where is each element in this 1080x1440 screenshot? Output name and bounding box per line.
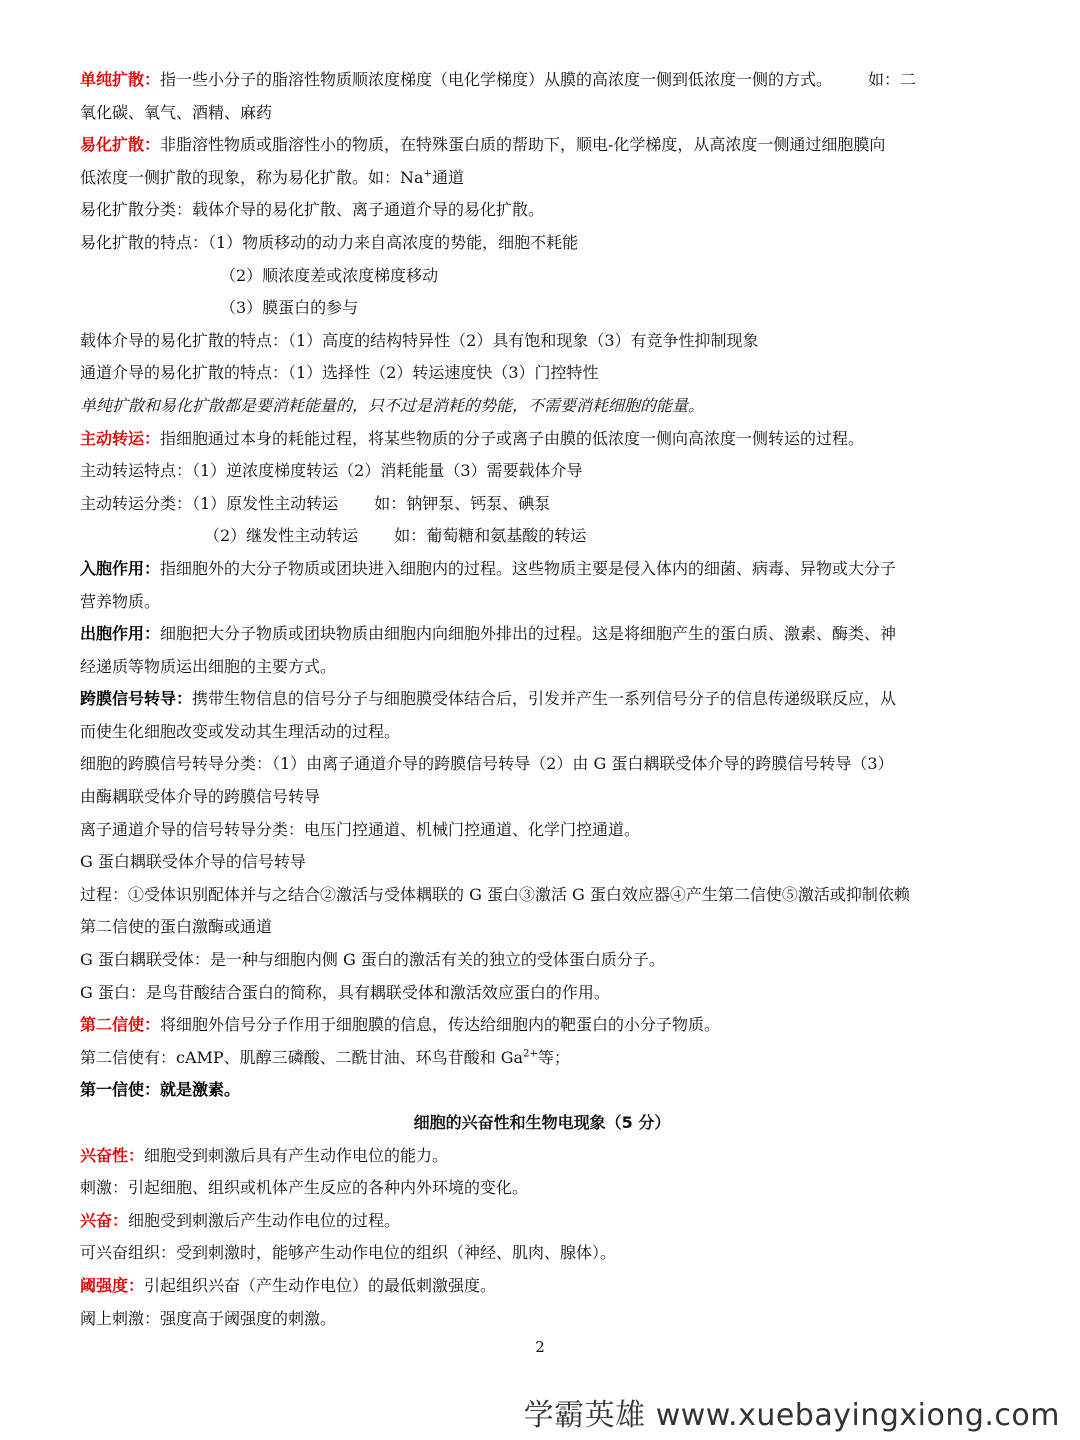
text-line: [80, 1009, 1004, 1042]
line-text: 携带生物信息的信号分子与细胞膜受体结合后，引发并产生一系列信号分子的信息传递级联反应，从: [192, 689, 897, 709]
text-line: 营养物质。: [80, 591, 161, 611]
text-line: [80, 520, 1004, 553]
text-line: 可兴奋组织：受到刺激时，能够产生动作电位的组织（神经、肌肉、腺体）。: [80, 1243, 617, 1263]
text-line: 过程：①受体识别配体并与之结合②激活与受体耦联的 G 蛋白③激活 G 蛋白效应器④产生第二信使⑤激活或抑制依赖: [80, 884, 910, 904]
line-text: 指一些小分子的脂溶性物质顺浓度梯度（电化学梯度）从膜的高浓度一侧到低浓度一侧的方式。: [160, 70, 833, 89]
line-text: 如：二: [868, 70, 917, 89]
text-line: [80, 1042, 1004, 1075]
line-text: 第二信使有：cAMP、肌醇三磷酸、二酰甘油、环鸟苷酸和 Ga: [80, 1047, 524, 1067]
line-text: 指细胞通过本身的耗能过程，将某些物质的分子或离子由膜的低浓度一侧向高浓度一侧转运的过程。: [160, 428, 865, 448]
line-text: 细胞受到刺激后产生动作电位的过程。: [128, 1210, 401, 1230]
text-line: [80, 64, 1004, 97]
term-label: 跨膜信号转导：: [80, 689, 193, 709]
text-line: [80, 1140, 1004, 1173]
line-text: 细胞受到刺激后具有产生动作电位的能力。: [144, 1145, 449, 1165]
line-text: 如：葡萄糖和氨基酸的转运: [394, 526, 587, 546]
text-line: （2）顺浓度差或浓度梯度移动: [220, 265, 439, 285]
line-text: 通道: [431, 167, 464, 187]
text-line: 阈上刺激：强度高于阈强度的刺激。: [80, 1308, 337, 1328]
text-line: （3）膜蛋白的参与: [220, 298, 359, 318]
superscript: +: [423, 168, 432, 180]
text-line: 易化扩散分类：载体介导的易化扩散、离子通道介导的易化扩散。: [80, 200, 545, 220]
term-label: 入胞作用：: [80, 558, 161, 578]
line-text: （2）继发性主动转运: [204, 526, 359, 546]
line-text: 非脂溶性物质或脂溶性小的物质，在特殊蛋白质的帮助下，顺电-化学梯度，从高浓度一侧通过细胞膜向: [160, 135, 886, 155]
text-line: 第一信使：就是激素。: [80, 1080, 241, 1100]
text-line: [80, 683, 1004, 716]
line-text: 引起组织兴奋（产生动作电位）的最低刺激强度。: [144, 1275, 497, 1295]
line-text: 主动转运分类：（1）原发性主动转运: [80, 493, 339, 513]
text-line: G 蛋白耦联受体：是一种与细胞内侧 G 蛋白的激活有关的独立的受体蛋白质分子。: [80, 950, 665, 970]
document-body: [80, 64, 1004, 1335]
line-text: 细胞把大分子物质或团块物质由细胞内向细胞外排出的过程。这是将细胞产生的蛋白质、激素、酶类、神: [160, 624, 897, 644]
italic-note: 单纯扩散和易化扩散都是要消耗能量的，只不过是消耗的势能，不需要消耗细胞的能量。: [80, 395, 705, 415]
term-label: 第二信使：: [80, 1015, 161, 1035]
line-text: 低浓度一侧扩散的现象，称为易化扩散。如：Na: [80, 167, 424, 187]
superscript: 2+: [523, 1048, 538, 1060]
line-text: 将细胞外信号分子作用于细胞膜的信息，传达给细胞内的靶蛋白的小分子物质。: [160, 1015, 721, 1035]
text-line: [80, 618, 1004, 651]
text-line: [80, 553, 1004, 586]
text-line: 第二信使的蛋白激酶或通道: [80, 917, 273, 937]
term-label: 主动转运：: [80, 428, 161, 448]
text-line: 刺激：引起细胞、组织或机体产生反应的各种内外环境的变化。: [80, 1178, 529, 1198]
term-label: 易化扩散：: [80, 135, 161, 155]
text-line: 载体介导的易化扩散的特点：（1）高度的结构特异性（2）具有饱和现象（3）有竞争性抑制现象: [80, 330, 759, 350]
text-line: 细胞的跨膜信号转导分类：（1）由离子通道介导的跨膜信号转导（2）由 G 蛋白耦联受体介导的跨膜信号转导（3）: [80, 754, 894, 774]
text-line: [80, 1270, 1004, 1303]
text-line: G 蛋白：是鸟苷酸结合蛋白的简称，具有耦联受体和激活效应蛋白的作用。: [80, 982, 610, 1002]
text-line: 而使生化细胞改变或发动其生理活动的过程。: [80, 721, 401, 741]
watermark-footer: 学霸英雄 www.xuebayingxiong.com: [523, 1398, 1060, 1433]
page-number: 2: [535, 1338, 545, 1356]
line-text: 指细胞外的大分子物质或团块进入细胞内的过程。这些物质主要是侵入体内的细菌、病毒、异物或大分子: [160, 558, 897, 578]
text-line: 主动转运特点：（1）逆浓度梯度转运（2）消耗能量（3）需要载体介导: [80, 461, 583, 481]
text-line: [80, 423, 1004, 456]
text-line: [80, 162, 1004, 195]
term-label: 兴奋性：: [80, 1145, 145, 1165]
term-label: 出胞作用：: [80, 624, 161, 644]
text-line: 通道介导的易化扩散的特点：（1）选择性（2）转运速度快（3）门控特性: [80, 363, 599, 383]
text-line: [80, 129, 1004, 162]
section-heading: 细胞的兴奋性和生物电现象（5 分）: [413, 1113, 671, 1132]
term-label: 单纯扩散：: [80, 70, 161, 89]
term-label: 阈强度：: [80, 1275, 145, 1295]
text-line: [80, 488, 1004, 521]
text-line: 易化扩散的特点：（1）物质移动的动力来自高浓度的势能，细胞不耗能: [80, 232, 579, 252]
text-line: 由酶耦联受体介导的跨膜信号转导: [80, 787, 321, 807]
text-line: [80, 1205, 1004, 1238]
text-line: 离子通道介导的信号转导分类：电压门控通道、机械门控通道、化学门控通道。: [80, 819, 641, 839]
text-line: 经递质等物质运出细胞的主要方式。: [80, 656, 337, 676]
term-label: 兴奋：: [80, 1210, 129, 1230]
text-line: 氧化碳、氧气、酒精、麻药: [80, 102, 273, 122]
line-text: 等；: [537, 1047, 570, 1067]
line-text: 如：钠钾泵、钙泵、碘泵: [374, 493, 551, 513]
text-line: G 蛋白耦联受体介导的信号转导: [80, 852, 306, 872]
